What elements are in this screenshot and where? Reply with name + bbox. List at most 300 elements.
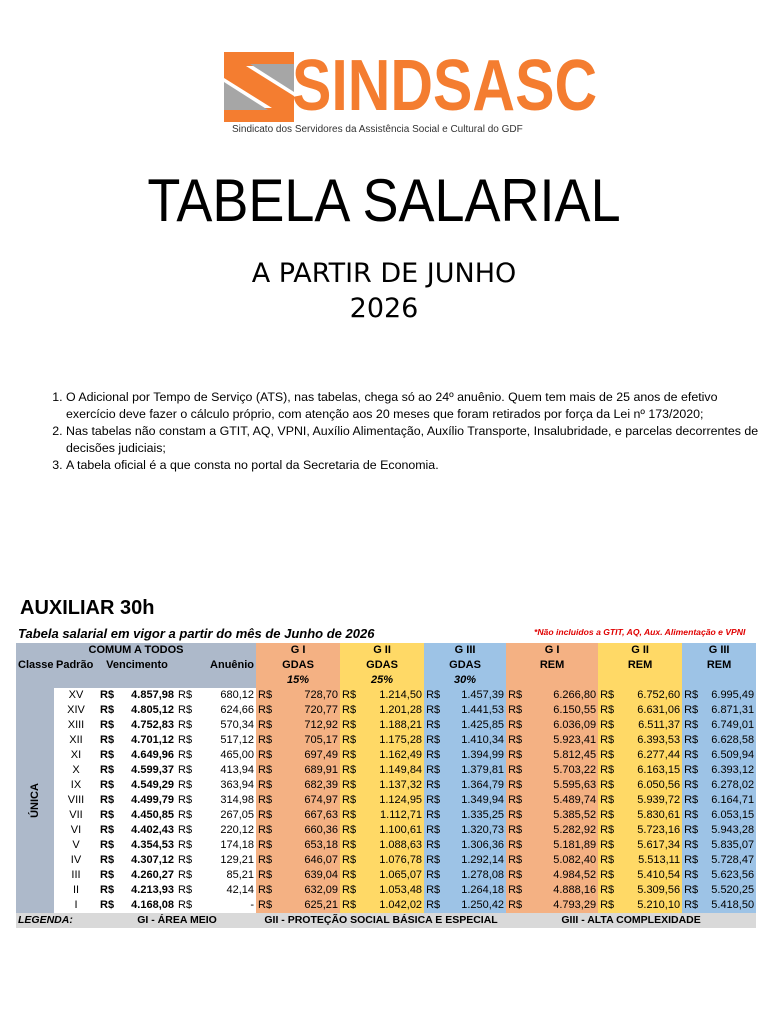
- table-row: [16, 823, 756, 838]
- logo-subtitle: Sindicato dos Servidores da Assistência Social e Cultural do GDF: [232, 124, 523, 135]
- currency-cell: R$: [424, 883, 446, 898]
- header-vencimento: Vencimento: [98, 658, 176, 673]
- currency-cell: R$: [682, 808, 704, 823]
- gdas-g1-cell: 728,70: [278, 688, 340, 703]
- header-rem-label-g3: REM: [682, 658, 756, 673]
- currency-cell: R$: [598, 898, 620, 913]
- currency-cell: R$: [598, 748, 620, 763]
- rem-g3-cell: 6.871,31: [704, 703, 756, 718]
- currency-cell: R$: [506, 823, 528, 838]
- notes-list: [48, 389, 761, 474]
- anuenio-cell: 314,98: [220, 794, 255, 806]
- vencimento-cell: 4.805,12: [131, 704, 174, 716]
- classe-cell: [16, 688, 54, 913]
- gdas-g1-cell: 625,21: [278, 898, 340, 913]
- gdas-g3-cell: 1.264,18: [446, 883, 506, 898]
- rem-g1-cell: 5.385,52: [528, 808, 598, 823]
- currency-cell: R$: [340, 703, 362, 718]
- note-item: 1. O Adicional por Tempo de Serviço (ATS), nas tabelas, chega só ao 24º anuênio. Quem tem mais de 25 anos de efetivo exercício deve fazer o cálculo próprio, com atenção aos 20 meses que foram retirados por força da Lei nº 173/2020;: [66, 389, 761, 423]
- vencimento-cell: 4.752,83: [131, 719, 174, 731]
- currency-cell: R$: [506, 703, 528, 718]
- gdas-g2-cell: 1.088,63: [362, 838, 424, 853]
- padrao-cell: II: [72, 884, 80, 896]
- currency-cell: R$: [100, 809, 115, 821]
- gdas-g2-cell: 1.188,21: [362, 718, 424, 733]
- rem-g2-cell: 6.163,15: [620, 763, 682, 778]
- sindsasc-logo: [224, 46, 598, 138]
- pct-blank-r3: [682, 673, 756, 688]
- header-gdas-g2: GDAS: [340, 658, 424, 673]
- rem-g3-cell: 6.164,71: [704, 793, 756, 808]
- vencimento-cell: 4.260,27: [131, 869, 174, 881]
- padrao-cell: X: [72, 764, 80, 776]
- table-row: [16, 868, 756, 883]
- currency-cell: R$: [340, 898, 362, 913]
- currency-cell: R$: [340, 688, 362, 703]
- currency-cell: R$: [424, 898, 446, 913]
- header-rem-label-g2: REM: [598, 658, 682, 673]
- currency-cell: R$: [424, 823, 446, 838]
- legend-row: [16, 913, 756, 928]
- gdas-g3-cell: 1.364,79: [446, 778, 506, 793]
- currency-cell: R$: [256, 733, 278, 748]
- currency-cell: R$: [340, 883, 362, 898]
- currency-cell: R$: [340, 733, 362, 748]
- currency-cell: R$: [100, 704, 115, 716]
- salary-table: [16, 643, 756, 928]
- currency-cell: R$: [682, 823, 704, 838]
- header-gdas-g3: GDAS: [424, 658, 506, 673]
- rem-g2-cell: 5.210,10: [620, 898, 682, 913]
- currency-cell: R$: [424, 778, 446, 793]
- header-comum: COMUM A TODOS: [16, 643, 256, 658]
- anuenio-cell: 42,14: [226, 884, 255, 896]
- header-g2: G II: [340, 643, 424, 658]
- currency-cell: R$: [178, 839, 193, 851]
- gdas-g3-cell: 1.292,14: [446, 853, 506, 868]
- header-rem-label-g1: REM: [506, 658, 598, 673]
- currency-cell: R$: [598, 868, 620, 883]
- gdas-g2-cell: 1.053,48: [362, 883, 424, 898]
- padrao-cell: VI: [70, 824, 82, 836]
- gdas-g2-cell: 1.137,32: [362, 778, 424, 793]
- rem-g2-cell: 5.410,54: [620, 868, 682, 883]
- rem-g1-cell: 5.703,22: [528, 763, 598, 778]
- currency-cell: R$: [256, 793, 278, 808]
- currency-cell: R$: [598, 778, 620, 793]
- legend-g3: GIII - ALTA COMPLEXIDADE: [506, 913, 756, 928]
- gdas-g1-cell: 712,92: [278, 718, 340, 733]
- table-row: [16, 733, 756, 748]
- currency-cell: R$: [424, 763, 446, 778]
- currency-cell: R$: [100, 689, 115, 701]
- section-subtitle: Tabela salarial em vigor a partir do mês de Junho de 2026: [18, 626, 375, 641]
- rem-g1-cell: 6.150,55: [528, 703, 598, 718]
- rem-g2-cell: 5.939,72: [620, 793, 682, 808]
- gdas-g1-cell: 697,49: [278, 748, 340, 763]
- gdas-g2-cell: 1.076,78: [362, 853, 424, 868]
- currency-cell: R$: [256, 688, 278, 703]
- currency-cell: R$: [682, 778, 704, 793]
- gdas-g1-cell: 646,07: [278, 853, 340, 868]
- pct-g2: 25%: [340, 673, 424, 688]
- currency-cell: R$: [178, 794, 193, 806]
- rem-g1-cell: 4.793,29: [528, 898, 598, 913]
- gdas-g2-cell: 1.175,28: [362, 733, 424, 748]
- pct-blank-r1: [506, 673, 598, 688]
- rem-g3-cell: 5.520,25: [704, 883, 756, 898]
- currency-cell: R$: [682, 838, 704, 853]
- rem-g1-cell: 4.984,52: [528, 868, 598, 883]
- gdas-g3-cell: 1.278,08: [446, 868, 506, 883]
- currency-cell: R$: [256, 703, 278, 718]
- currency-cell: R$: [506, 853, 528, 868]
- gdas-g3-cell: 1.306,36: [446, 838, 506, 853]
- page-title: TABELA SALARIAL: [147, 167, 621, 234]
- rem-g3-cell: 6.393,12: [704, 763, 756, 778]
- anuenio-cell: 129,21: [220, 854, 255, 866]
- gdas-g3-cell: 1.410,34: [446, 733, 506, 748]
- vencimento-cell: 4.168,08: [131, 899, 174, 911]
- gdas-g2-cell: 1.112,71: [362, 808, 424, 823]
- rem-g2-cell: 6.752,60: [620, 688, 682, 703]
- currency-cell: R$: [178, 824, 193, 836]
- anuenio-cell: 413,94: [220, 764, 255, 776]
- legend-g2: GII - PROTEÇÃO SOCIAL BÁSICA E ESPECIAL: [256, 913, 506, 928]
- currency-cell: R$: [178, 749, 193, 761]
- table-row: [16, 688, 756, 703]
- rem-g2-cell: 6.511,37: [620, 718, 682, 733]
- rem-g2-cell: 6.393,53: [620, 733, 682, 748]
- gdas-g3-cell: 1.349,94: [446, 793, 506, 808]
- rem-g3-cell: 5.728,47: [704, 853, 756, 868]
- vencimento-cell: 4.499,79: [131, 794, 174, 806]
- rem-g2-cell: 6.277,44: [620, 748, 682, 763]
- padrao-cell: XII: [69, 734, 83, 746]
- padrao-cell: VIII: [67, 794, 85, 806]
- currency-cell: R$: [340, 718, 362, 733]
- currency-cell: R$: [256, 853, 278, 868]
- anuenio-cell: 570,34: [220, 719, 255, 731]
- gdas-g3-cell: 1.441,53: [446, 703, 506, 718]
- table-row: [16, 778, 756, 793]
- currency-cell: R$: [178, 899, 193, 911]
- currency-cell: R$: [506, 838, 528, 853]
- pct-g3: 30%: [424, 673, 506, 688]
- rem-g2-cell: 6.631,06: [620, 703, 682, 718]
- currency-cell: R$: [256, 718, 278, 733]
- currency-cell: R$: [598, 883, 620, 898]
- pct-blank-r2: [598, 673, 682, 688]
- subtitle-line2: 2026: [349, 293, 419, 324]
- currency-cell: R$: [506, 808, 528, 823]
- currency-cell: R$: [178, 704, 193, 716]
- gdas-g2-cell: 1.065,07: [362, 868, 424, 883]
- currency-cell: R$: [256, 823, 278, 838]
- gdas-g1-cell: 705,17: [278, 733, 340, 748]
- currency-cell: R$: [178, 884, 193, 896]
- gdas-g3-cell: 1.335,25: [446, 808, 506, 823]
- currency-cell: R$: [100, 869, 115, 881]
- currency-cell: R$: [178, 854, 193, 866]
- rem-g1-cell: 5.489,74: [528, 793, 598, 808]
- vencimento-cell: 4.549,29: [131, 779, 174, 791]
- currency-cell: R$: [598, 823, 620, 838]
- currency-cell: R$: [424, 868, 446, 883]
- table-row: [16, 883, 756, 898]
- rem-g3-cell: 5.835,07: [704, 838, 756, 853]
- note-item: 2. Nas tabelas não constam a GTIT, AQ, VPNI, Auxílio Alimentação, Auxílio Transporte, Insalubridade, e parcelas decorrentes de decisões judiciais;: [66, 423, 761, 457]
- currency-cell: R$: [506, 868, 528, 883]
- rem-g2-cell: 5.830,61: [620, 808, 682, 823]
- rem-g1-cell: 5.923,41: [528, 733, 598, 748]
- gdas-g2-cell: 1.100,61: [362, 823, 424, 838]
- currency-cell: R$: [256, 763, 278, 778]
- padrao-cell: XIII: [67, 719, 85, 731]
- table-row: [16, 718, 756, 733]
- currency-cell: R$: [256, 808, 278, 823]
- padrao-cell: III: [71, 869, 81, 881]
- vencimento-cell: 4.450,85: [131, 809, 174, 821]
- rem-g1-cell: 5.282,92: [528, 823, 598, 838]
- currency-cell: R$: [506, 733, 528, 748]
- rem-g3-cell: 6.628,58: [704, 733, 756, 748]
- anuenio-cell: 220,12: [220, 824, 255, 836]
- currency-cell: R$: [178, 719, 193, 731]
- currency-cell: R$: [598, 808, 620, 823]
- header-blank: [16, 673, 256, 688]
- header-row-1: [16, 643, 756, 658]
- currency-cell: R$: [682, 883, 704, 898]
- currency-cell: R$: [256, 748, 278, 763]
- anuenio-cell: 363,94: [220, 779, 255, 791]
- table-row: [16, 898, 756, 913]
- gdas-g3-cell: 1.457,39: [446, 688, 506, 703]
- gdas-g1-cell: 720,77: [278, 703, 340, 718]
- currency-cell: R$: [340, 778, 362, 793]
- table-row: [16, 763, 756, 778]
- currency-cell: R$: [100, 719, 115, 731]
- currency-cell: R$: [424, 808, 446, 823]
- currency-cell: R$: [506, 778, 528, 793]
- vencimento-cell: 4.701,12: [131, 734, 174, 746]
- currency-cell: R$: [178, 689, 193, 701]
- logo-wordmark: SINDSASC: [292, 46, 598, 126]
- gdas-g2-cell: 1.149,84: [362, 763, 424, 778]
- rem-g2-cell: 6.050,56: [620, 778, 682, 793]
- currency-cell: R$: [100, 764, 115, 776]
- anuenio-cell: -: [250, 899, 255, 911]
- padrao-cell: IV: [70, 854, 82, 866]
- currency-cell: R$: [506, 898, 528, 913]
- gdas-g3-cell: 1.425,85: [446, 718, 506, 733]
- gdas-g1-cell: 632,09: [278, 883, 340, 898]
- rem-g1-cell: 4.888,16: [528, 883, 598, 898]
- currency-cell: R$: [100, 884, 115, 896]
- rem-g3-cell: 6.749,01: [704, 718, 756, 733]
- header-g3: G III: [424, 643, 506, 658]
- padrao-cell: I: [74, 899, 78, 911]
- gdas-g3-cell: 1.394,99: [446, 748, 506, 763]
- currency-cell: R$: [100, 839, 115, 851]
- header-row-2: [16, 658, 756, 673]
- currency-cell: R$: [598, 718, 620, 733]
- table-row: [16, 853, 756, 868]
- anuenio-cell: 174,18: [220, 839, 255, 851]
- gdas-g2-cell: 1.042,02: [362, 898, 424, 913]
- rem-g1-cell: 5.595,63: [528, 778, 598, 793]
- currency-cell: R$: [340, 808, 362, 823]
- table-row: [16, 808, 756, 823]
- padrao-cell: V: [72, 839, 80, 851]
- currency-cell: R$: [506, 793, 528, 808]
- currency-cell: R$: [178, 809, 193, 821]
- vencimento-cell: 4.354,53: [131, 839, 174, 851]
- currency-cell: R$: [506, 883, 528, 898]
- logo-s-mark-icon: [224, 52, 294, 122]
- currency-cell: R$: [178, 869, 193, 881]
- anuenio-cell: 680,12: [220, 689, 255, 701]
- rem-g1-cell: 5.082,40: [528, 853, 598, 868]
- currency-cell: R$: [100, 854, 115, 866]
- currency-cell: R$: [424, 853, 446, 868]
- pct-g1: 15%: [256, 673, 340, 688]
- rem-g3-cell: 5.943,28: [704, 823, 756, 838]
- gdas-g2-cell: 1.214,50: [362, 688, 424, 703]
- currency-cell: R$: [178, 734, 193, 746]
- currency-cell: R$: [178, 779, 193, 791]
- currency-cell: R$: [256, 898, 278, 913]
- rem-g2-cell: 5.617,34: [620, 838, 682, 853]
- rem-g3-cell: 5.623,56: [704, 868, 756, 883]
- currency-cell: R$: [506, 688, 528, 703]
- vencimento-cell: 4.307,12: [131, 854, 174, 866]
- currency-cell: R$: [100, 779, 115, 791]
- padrao-cell: XI: [70, 749, 82, 761]
- rem-g3-cell: 6.053,15: [704, 808, 756, 823]
- gdas-g3-cell: 1.250,42: [446, 898, 506, 913]
- table-row: [16, 703, 756, 718]
- currency-cell: R$: [682, 718, 704, 733]
- header-rem-g2: G II: [598, 643, 682, 658]
- rem-g2-cell: 5.723,16: [620, 823, 682, 838]
- table-row: [16, 748, 756, 763]
- currency-cell: R$: [340, 748, 362, 763]
- currency-cell: R$: [424, 718, 446, 733]
- currency-cell: R$: [598, 703, 620, 718]
- anuenio-cell: 465,00: [220, 749, 255, 761]
- vencimento-cell: 4.402,43: [131, 824, 174, 836]
- rem-g3-cell: 6.995,49: [704, 688, 756, 703]
- gdas-g1-cell: 639,04: [278, 868, 340, 883]
- currency-cell: R$: [340, 853, 362, 868]
- legend-g1: GI - ÁREA MEIO: [98, 913, 256, 928]
- rem-g3-cell: 5.418,50: [704, 898, 756, 913]
- padrao-cell: XV: [68, 689, 84, 701]
- currency-cell: R$: [340, 868, 362, 883]
- currency-cell: R$: [506, 763, 528, 778]
- currency-cell: R$: [598, 763, 620, 778]
- header-gdas-g1: GDAS: [256, 658, 340, 673]
- legend-label: LEGENDA:: [16, 913, 98, 928]
- gdas-g3-cell: 1.379,81: [446, 763, 506, 778]
- subtitle-line1: A PARTIR DE JUNHO: [251, 258, 517, 289]
- anuenio-cell: 624,66: [220, 704, 255, 716]
- rem-g3-cell: 6.278,02: [704, 778, 756, 793]
- currency-cell: R$: [424, 688, 446, 703]
- rem-g2-cell: 5.513,11: [620, 853, 682, 868]
- header-classe: Classe: [18, 659, 54, 671]
- gdas-g3-cell: 1.320,73: [446, 823, 506, 838]
- gdas-g1-cell: 682,39: [278, 778, 340, 793]
- currency-cell: R$: [178, 764, 193, 776]
- vencimento-cell: 4.649,96: [131, 749, 174, 761]
- padrao-cell: VII: [69, 809, 83, 821]
- currency-cell: R$: [682, 793, 704, 808]
- currency-cell: R$: [598, 793, 620, 808]
- currency-cell: R$: [100, 899, 115, 911]
- currency-cell: R$: [256, 868, 278, 883]
- anuenio-cell: 517,12: [220, 734, 255, 746]
- currency-cell: R$: [598, 838, 620, 853]
- header-rem-g1: G I: [506, 643, 598, 658]
- currency-cell: R$: [598, 733, 620, 748]
- padrao-cell: XIV: [67, 704, 85, 716]
- anuenio-cell: 85,21: [226, 869, 255, 881]
- gdas-g1-cell: 674,97: [278, 793, 340, 808]
- currency-cell: R$: [340, 823, 362, 838]
- currency-cell: R$: [424, 733, 446, 748]
- currency-cell: R$: [598, 688, 620, 703]
- currency-cell: R$: [256, 883, 278, 898]
- table-row: [16, 838, 756, 853]
- currency-cell: R$: [256, 778, 278, 793]
- rem-g1-cell: 5.812,45: [528, 748, 598, 763]
- gdas-g2-cell: 1.124,95: [362, 793, 424, 808]
- rem-g1-cell: 6.266,80: [528, 688, 598, 703]
- page-subtitle: [0, 256, 768, 326]
- currency-cell: R$: [682, 688, 704, 703]
- table-row: [16, 793, 756, 808]
- currency-cell: R$: [682, 763, 704, 778]
- currency-cell: R$: [682, 853, 704, 868]
- header-padrao: Padrão: [54, 658, 98, 673]
- currency-cell: R$: [424, 793, 446, 808]
- header-row-3: [16, 673, 756, 688]
- vencimento-cell: 4.213,93: [131, 884, 174, 896]
- vencimento-cell: 4.599,37: [131, 764, 174, 776]
- rem-g1-cell: 5.181,89: [528, 838, 598, 853]
- currency-cell: R$: [424, 748, 446, 763]
- rem-g3-cell: 6.509,94: [704, 748, 756, 763]
- gdas-g2-cell: 1.162,49: [362, 748, 424, 763]
- header-rem-g3: G III: [682, 643, 756, 658]
- currency-cell: R$: [340, 838, 362, 853]
- section-title: AUXILIAR 30h: [20, 597, 155, 619]
- currency-cell: R$: [682, 703, 704, 718]
- note-item: 3. A tabela oficial é a que consta no portal da Secretaria de Economia.: [66, 457, 761, 474]
- gdas-g1-cell: 653,18: [278, 838, 340, 853]
- currency-cell: R$: [340, 763, 362, 778]
- classe-label: ÚNICA: [28, 783, 41, 818]
- currency-cell: R$: [506, 718, 528, 733]
- currency-cell: R$: [100, 734, 115, 746]
- currency-cell: R$: [682, 733, 704, 748]
- anuenio-cell: 267,05: [220, 809, 255, 821]
- section-note: *Não incluidos a GTIT, AQ, Aux. Alimentação e VPNI: [534, 627, 746, 637]
- currency-cell: R$: [682, 748, 704, 763]
- currency-cell: R$: [100, 824, 115, 836]
